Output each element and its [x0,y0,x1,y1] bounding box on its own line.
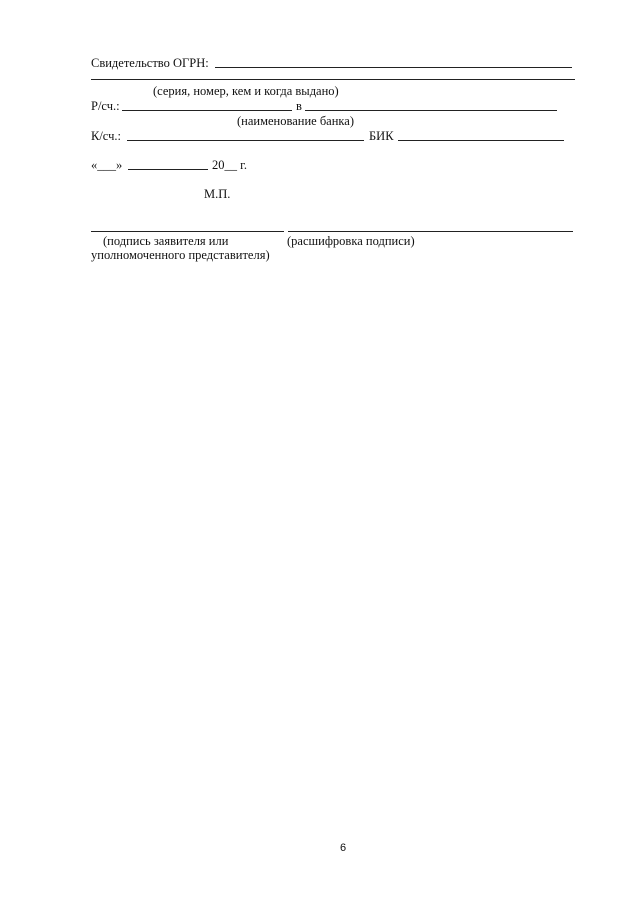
date-year: 20__ г. [212,158,247,172]
ogrn-line-2[interactable] [91,79,575,80]
signature-hint-left-1: (подпись заявителя или [103,234,229,248]
page-number: 6 [340,842,347,854]
account-label: Р/сч.: [91,99,120,113]
date-day: «___» [91,158,123,172]
signature-hint-left-2: уполномоченного представителя) [91,248,270,262]
bik-label: БИК [369,129,394,143]
bank-hint: (наименование банка) [237,114,355,128]
corr-label: К/сч.: [91,129,121,143]
ogrn-hint: (серия, номер, кем и когда выдано) [153,84,339,98]
bik-line[interactable] [398,140,564,141]
date-month-line[interactable] [128,169,208,170]
ogrn-line[interactable] [215,67,572,68]
signature-line[interactable] [91,231,284,232]
account-in: в [296,99,302,113]
ogrn-label: Свидетельство ОГРН: [91,56,209,70]
bank-line[interactable] [305,110,557,111]
stamp-label: М.П. [204,187,231,201]
account-line[interactable] [122,110,292,111]
corr-line[interactable] [127,140,364,141]
signature-decoding-line[interactable] [288,231,573,232]
signature-hint-right: (расшифровка подписи) [287,234,415,248]
